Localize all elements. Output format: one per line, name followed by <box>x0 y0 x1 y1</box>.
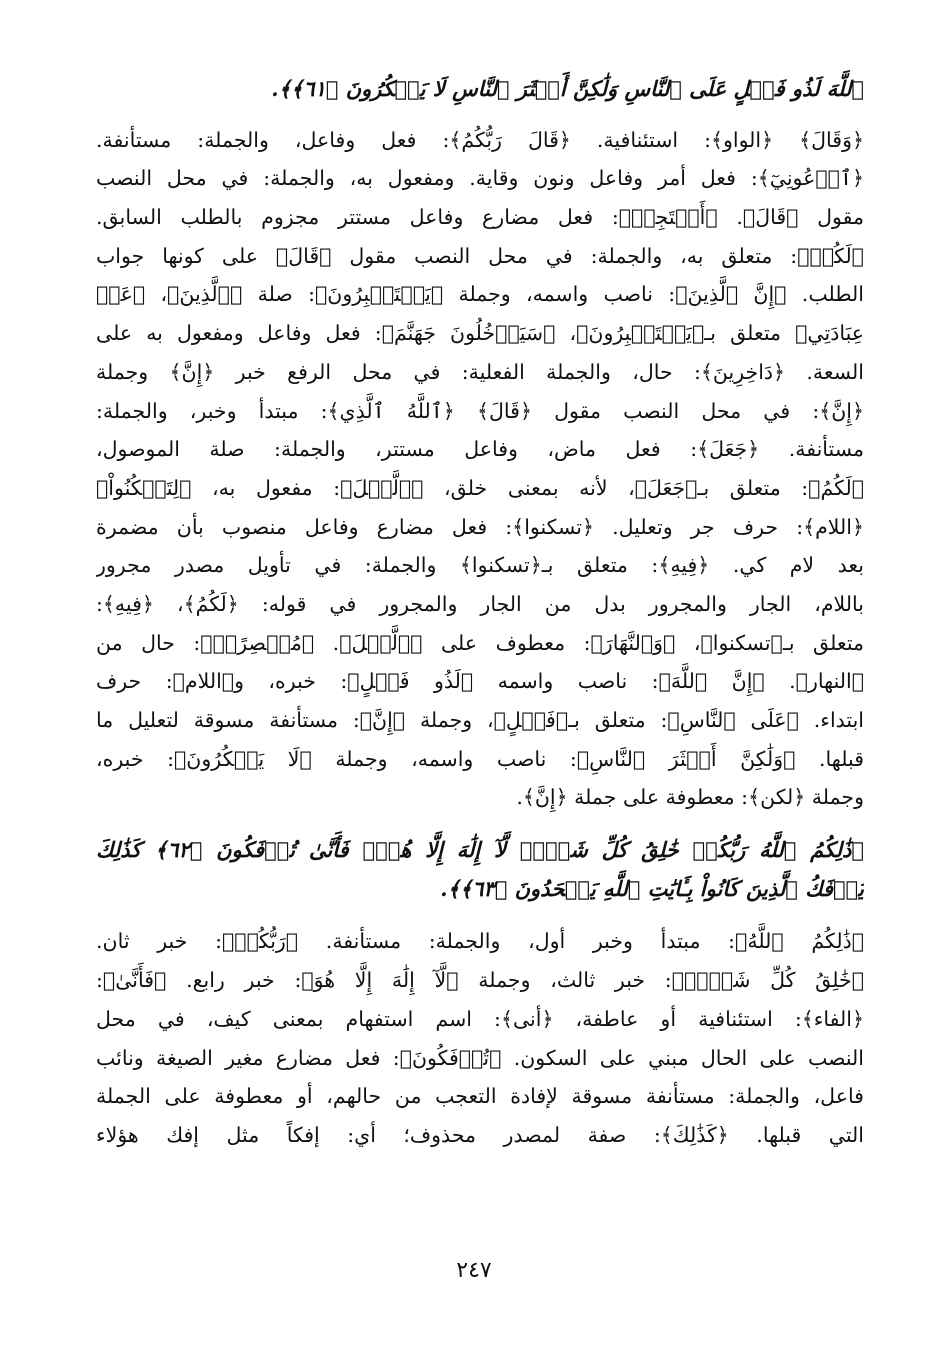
analysis-paragraph-1 <box>96 121 864 817</box>
verse-62-63 <box>96 831 864 908</box>
text-line: ﴿ٱدۡعُونِيٓ﴾: فعل أمر وفاعل ونون وقاية. ومفعول به، والجملة: في محل النصب <box>96 166 864 191</box>
text-line: فاعل، والجملة: مستأنفة مسوقة لإفادة التعجب من حالهم، أو معطوفة على الجملة <box>96 1084 864 1109</box>
verse-line: ﴿ذَٰلِكُمُ ٱللَّهُ رَبُّكُمۡ خَٰلِقُ كُلِّ شَيۡءٖ لَّآ إِلَٰهَ إِلَّا هُوَۖ فَأَنَّىٰ تُؤۡفَكُونَ ﴿٦٢﴾ كَذَٰلِكَ <box>96 837 864 863</box>
page-number: ٢٤٧ <box>456 1258 492 1283</box>
page-body <box>96 70 864 1300</box>
text-line: النصب على الحال مبني على السكون. ﴿تُؤۡفَكُونَ﴾: فعل مضارع مغير الصيغة ونائب <box>96 1045 864 1070</box>
text-line: ﴿الفاء﴾: استئنافية أو عاطفة، ﴿أنى﴾: اسم استفهام بمعنى كيف، في محل <box>96 1006 864 1031</box>
verse-line: ٱللَّهَ لَذُو فَضۡلٍ عَلَى ٱلنَّاسِ وَلَٰكِنَّ أَكۡثَرَ ٱلنَّاسِ لَا يَشۡكُرُونَ ﴿٦١﴾﴾. <box>271 76 864 101</box>
text-line: ﴿خَٰلِقُ كُلِّ شَيۡءٖ﴾: خبر ثالث، وجملة ﴿لَّآ إِلَٰهَ إِلَّا هُوَ﴾: خبر رابع. ﴿فَأَنَّىٰ﴾: <box>96 968 864 993</box>
verse-61-end <box>96 70 864 109</box>
text-line: التي قبلها. ﴿كَذَٰلِكَ﴾: صفة لمصدر محذوف؛ أي: إفكاً مثل إفك هؤلاء <box>96 1122 864 1147</box>
text-line: السعة. ﴿دَاخِرِينَ﴾: حال، والجملة الفعلية: في محل الرفع خبر ﴿إِنَّ﴾ وجملة <box>96 359 864 384</box>
text-line: ﴿النهار﴾. ﴿إِنَّ ٱللَّهَ﴾: ناصب واسمه ﴿لَذُو فَضۡلٍ﴾: خبره، و﴿اللام﴾: حرف <box>96 669 864 694</box>
text-line: ابتداء. ﴿عَلَى ٱلنَّاسِ﴾: متعلق بـ﴿فَضۡلٍ﴾، وجملة ﴿إِنَّ﴾: مستأنفة مسوقة لتعليل ما <box>96 708 864 732</box>
text-line: ﴿إِنَّ﴾: في محل النصب مقول ﴿قَالَ﴾ ﴿ٱللَّهُ ٱلَّذِي﴾: مبتدأ وخبر، والجملة: <box>96 398 864 423</box>
text-line: ﴿وَقَالَ﴾ ﴿الواو﴾: استئنافية. ﴿قَالَ رَبُّكُمُ﴾: فعل وفاعل، والجملة: مستأنفة. <box>96 127 864 152</box>
text-line: باللام، الجار والمجرور بدل من الجار والمجرور في قوله: ﴿لَكُمُ﴾، ﴿فِيهِ﴾: <box>96 591 864 616</box>
text-line: ﴿لَكُمۡ﴾: متعلق به، والجملة: في محل النصب مقول ﴿قَالَ﴾ على كونها جواب <box>96 243 864 268</box>
text-line: متعلق بـ﴿تسكنوا﴾، ﴿وَٱلنَّهَارَ﴾: معطوف على ﴿ٱلَّيۡلَ﴾. ﴿مُبۡصِرًاۚ﴾: حال من <box>96 630 864 655</box>
text-line: مقول ﴿قَالَ﴾. ﴿أَسۡتَجِبۡ﴾: فعل مضارع وفاعل مستتر مجزوم بالطلب السابق. <box>96 205 864 230</box>
analysis-paragraph-2 <box>96 922 864 1154</box>
text-line: قبلها. ﴿وَلَٰكِنَّ أَكۡثَرَ ٱلنَّاسِ﴾: ناصب واسمه، وجملة ﴿لَا يَشۡكُرُونَ﴾: خبره، <box>96 746 864 771</box>
text-line: ﴿ذَٰلِكُمُ ٱللَّهُ﴾: مبتدأ وخبر أول، والجملة: مستأنفة. ﴿رَبُّكُمۡ﴾: خبر ثان. <box>96 929 864 954</box>
text-line: ﴿اللام﴾: حرف جر وتعليل. ﴿تسكنوا﴾: فعل مضارع وفاعل منصوب بأن مضمرة <box>96 514 864 539</box>
verse-line: يُؤۡفَكُ ٱلَّذِينَ كَانُواْ بِـَٔايَٰتِ ٱللَّهِ يَجۡحَدُونَ ﴿٦٣﴾﴾. <box>440 875 864 901</box>
text-line: الطلب. ﴿إِنَّ ٱلَّذِينَ﴾: ناصب واسمه، وجملة ﴿يَسۡتَكۡبِرُونَ﴾: صلة ﴿ٱلَّذِينَ﴾، ﴿عَنۡ <box>96 282 864 307</box>
text-line: وجملة ﴿لكن﴾: معطوفة على جملة ﴿إِنَّ﴾. <box>516 785 864 810</box>
text-line: بعد لام كي. ﴿فِيهِ﴾: متعلق بـ﴿تسكنوا﴾ والجملة: في تأويل مصدر مجرور <box>96 553 864 578</box>
text-line: مستأنفة. ﴿جَعَلَ﴾: فعل ماض، وفاعل مستتر، والجملة: صلة الموصول، <box>96 437 864 462</box>
text-line: ﴿لَكُمُ﴾: متعلق بـ﴿جَعَلَ﴾، لأنه بمعنى خلق، ﴿ٱلَّيۡلَ﴾: مفعول به، ﴿لِتَسۡكُنُواْ﴾ <box>96 475 864 500</box>
text-line: عِبَادَتِي﴾ متعلق بـ﴿يَسۡتَكۡبِرُونَ﴾، ﴿سَيَدۡخُلُونَ جَهَنَّمَ﴾: فعل وفاعل ومفعول به على <box>96 321 864 346</box>
